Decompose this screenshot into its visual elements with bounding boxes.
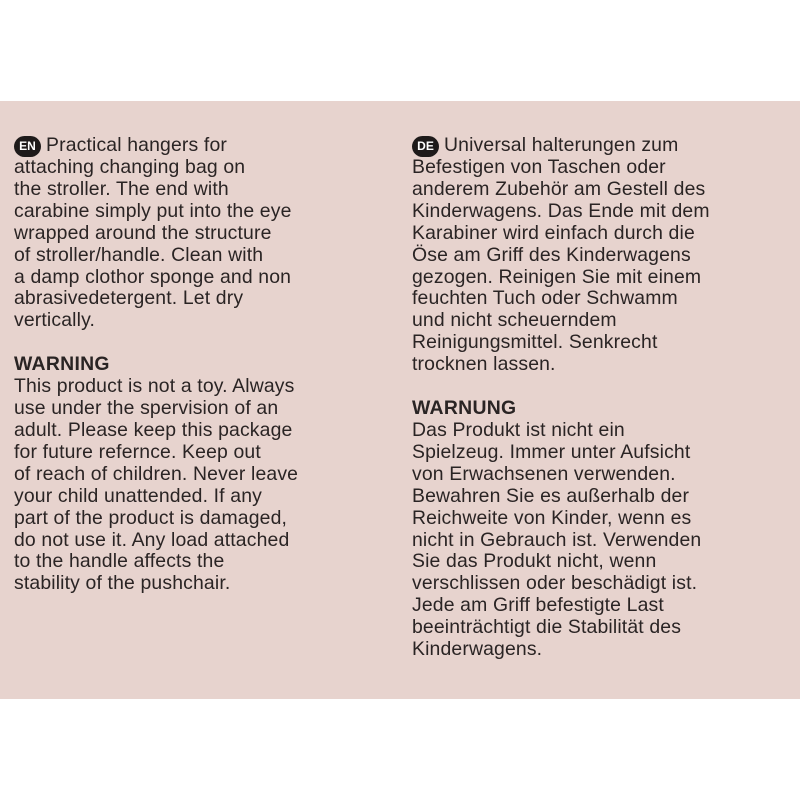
english-warning-line: This product is not a toy. Always — [14, 375, 295, 398]
german-warning-line: Bewahren Sie es außerhalb der — [412, 484, 690, 507]
english-warning-line: use under the spervision of an — [14, 397, 279, 420]
german-intro-line: und nicht scheuerndem — [412, 309, 617, 332]
english-intro-line: carabine simply put into the eye — [14, 199, 292, 222]
english-column — [14, 135, 359, 595]
german-column — [412, 135, 772, 661]
en-language-badge: EN — [14, 136, 41, 157]
german-warning-heading: WARNUNG — [412, 397, 517, 420]
german-intro-text: Universal halterungen zum — [444, 134, 679, 156]
english-intro-text: Practical hangers for — [46, 134, 227, 156]
english-warning-heading: WARNING — [14, 353, 110, 376]
paragraph-gap — [14, 332, 359, 354]
english-warning-line: for future refernce. Keep out — [14, 440, 261, 463]
english-warning-line: to the handle affects the — [14, 550, 225, 573]
paragraph-gap — [412, 376, 772, 398]
english-intro-line: attaching changing bag on — [14, 156, 246, 178]
english-warning-line: your child unattended. If any — [14, 484, 262, 507]
de-language-badge: DE — [412, 136, 439, 157]
german-warning-line: Sie das Produkt nicht, wenn — [412, 550, 657, 573]
german-warning-line: Reichweite von Kinder, wenn es — [412, 506, 692, 529]
english-warning-line: of reach of children. Never leave — [14, 462, 299, 485]
german-warning-line: verschlissen oder beschädigt ist. — [412, 572, 698, 595]
german-intro-line: trocknen lassen. — [412, 353, 556, 376]
english-intro-line — [14, 135, 359, 157]
german-intro-line: feuchten Tuch oder Schwamm — [412, 287, 678, 310]
german-intro-line: anderem Zubehör am Gestell des — [412, 177, 706, 200]
english-intro-line: the stroller. The end with — [14, 177, 229, 200]
german-intro-line: Befestigen von Taschen oder — [412, 156, 666, 178]
german-intro-line: Reinigungsmittel. Senkrecht — [412, 331, 658, 354]
english-intro-line: abrasivedetergent. Let dry — [14, 287, 244, 310]
english-warning-line: part of the product is damaged, — [14, 506, 288, 529]
german-intro-line: Kinderwagens. Das Ende mit dem — [412, 199, 710, 222]
german-warning-line: Kinderwagens. — [412, 638, 543, 661]
english-warning-line: do not use it. Any load attached — [14, 528, 290, 551]
german-warning-line: Jede am Griff befestigte Last — [412, 594, 664, 617]
english-warning-line: adult. Please keep this package — [14, 418, 293, 441]
english-intro-line: a damp clothor sponge and non — [14, 265, 292, 288]
german-warning-line: nicht in Gebrauch ist. Verwenden — [412, 528, 702, 551]
german-warning-line: Spielzeug. Immer unter Aufsicht — [412, 440, 691, 463]
english-warning-line: stability of the pushchair. — [14, 572, 231, 595]
german-intro-line: gezogen. Reinigen Sie mit einem — [412, 265, 702, 288]
german-warning-line: beeinträchtigt die Stabilität des — [412, 616, 682, 639]
english-intro-line: of stroller/handle. Clean with — [14, 243, 264, 266]
german-warning-line: Das Produkt ist nicht ein — [412, 418, 625, 441]
english-intro-line: wrapped around the structure — [14, 221, 272, 244]
german-warning-line: von Erwachsenen verwenden. — [412, 462, 676, 485]
german-intro-line — [412, 135, 772, 157]
german-intro-line: Karabiner wird einfach durch die — [412, 221, 695, 244]
german-intro-line: Öse am Griff des Kinderwagens — [412, 243, 691, 266]
english-intro-line: vertically. — [14, 309, 96, 332]
